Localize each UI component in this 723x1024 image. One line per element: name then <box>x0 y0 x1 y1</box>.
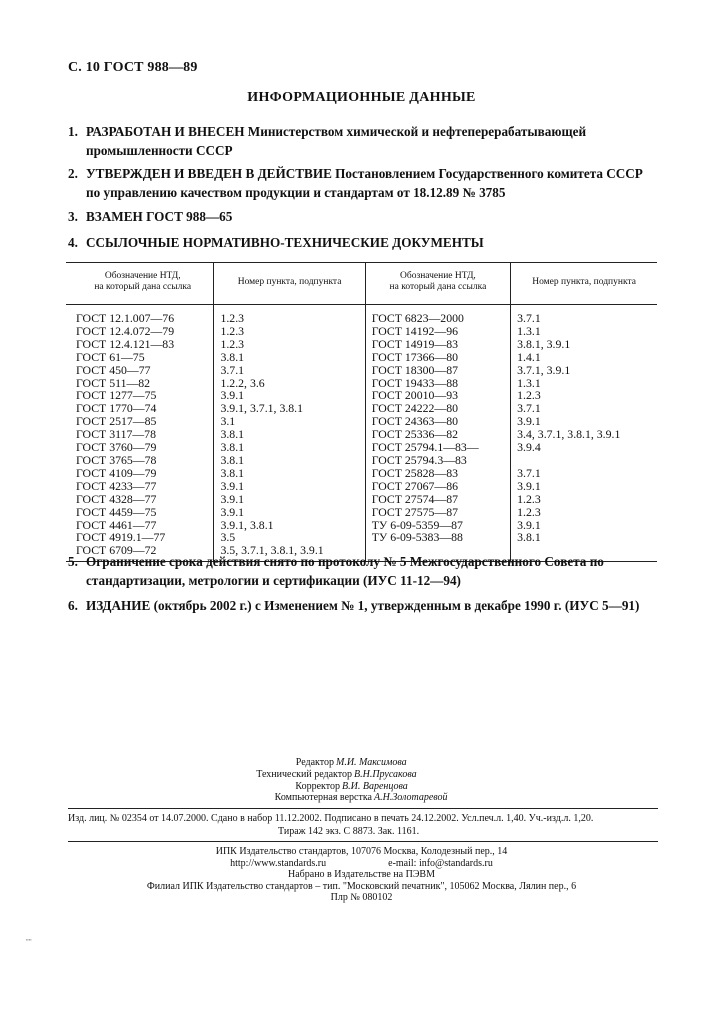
cell-designation-right: ГОСТ 25794.3—83 <box>365 454 510 467</box>
credit-name: А.Н.Золотаревой <box>374 792 448 804</box>
divider-top <box>68 808 658 809</box>
cell-designation-right: ГОСТ 17366—80 <box>365 351 510 364</box>
cell-clause: 1.2.2, 3.6 <box>214 377 365 390</box>
credits-block <box>0 757 723 804</box>
cell-clause: 3.9.1 <box>214 506 365 519</box>
imprint-publisher: ИПК Издательство стандартов, 107076 Москва, Колодезный пер., 14 <box>215 846 508 857</box>
table-row <box>66 364 657 377</box>
cell-designation: ГОСТ 2517—85 <box>66 415 214 428</box>
credit-layout <box>0 792 723 804</box>
credit-role: Компьютерная верстка <box>274 792 372 804</box>
cell-designation-right: ГОСТ 14192—96 <box>365 325 510 338</box>
publishing-line-2: Тираж 142 экз. С 8873. Зак. 1161. <box>278 825 420 837</box>
cell-clause: 3.9.1 <box>214 493 365 506</box>
table-row <box>66 305 657 325</box>
cell-designation: ГОСТ 4328—77 <box>66 493 214 506</box>
publishing-line-1: Изд. лиц. № 02354 от 14.07.2000. Сдано в набор 11.12.2002. Подписано в печать 24.12.2002. Усл.печ.л. 1,40. Уч.-изд.л. 1,20. <box>68 813 594 824</box>
cell-designation-right: ГОСТ 27574—87 <box>365 493 510 506</box>
cell-designation: ГОСТ 12.1.007—76 <box>66 305 214 325</box>
cell-clause: 3.5, 3.7.1, 3.8.1, 3.9.1 <box>214 544 365 561</box>
cell-clause: 1.2.3 <box>214 325 365 338</box>
section-number: 4. <box>68 235 78 250</box>
credit-role: Технический редактор <box>256 768 352 780</box>
imprint-license: Плр № 080102 <box>330 892 393 904</box>
header-designation <box>66 263 214 305</box>
header-clause-right: Номер пункта, подпункта <box>511 263 657 305</box>
cell-clause-right: 1.2.3 <box>517 491 541 506</box>
cell-designation: ГОСТ 12.4.072—79 <box>66 325 214 338</box>
cell-designation: ГОСТ 4461—77 <box>66 519 214 532</box>
section-number: 3. <box>68 209 78 224</box>
section-validity <box>68 552 660 590</box>
cell-designation-right: ТУ 6-09-5383—88 <box>365 531 510 544</box>
cell-clause-right: 1.2.3 <box>517 504 541 519</box>
publishing-info <box>68 813 658 838</box>
cell-designation: ГОСТ 3117—78 <box>66 428 214 441</box>
cell-designation-right: ГОСТ 24363—80 <box>365 415 510 428</box>
header-designation-line1: Обозначение НТД, <box>104 271 181 281</box>
cell-designation-right: ГОСТ 19433—88 <box>365 377 510 390</box>
section-text: ИЗДАНИЕ (октябрь 2002 г.) с Изменением № 1, утвержденным в декабре 1990 г. (ИУС 5—91) <box>86 598 640 613</box>
cell-clause: 3.5 <box>214 531 365 544</box>
header-designation-line2: на который дана ссылка <box>94 282 192 292</box>
scan-mark: ▪▪▪▪ <box>26 937 32 942</box>
cell-designation: ГОСТ 4109—79 <box>66 467 214 480</box>
table-header-row <box>66 263 657 305</box>
section-text: ССЫЛОЧНЫЕ НОРМАТИВНО-ТЕХНИЧЕСКИЕ ДОКУМЕНТЫ <box>86 235 484 250</box>
cell-clause-right: 1.3.1 <box>517 375 541 390</box>
cell-designation-right: ГОСТ 25336—82 <box>365 428 510 441</box>
credit-role: Редактор <box>295 757 334 768</box>
cell-designation-right: ГОСТ 27575—87 <box>365 506 510 519</box>
cell-clause: 3.9.1 <box>214 480 365 493</box>
cell-designation-right: ГОСТ 18300—87 <box>365 364 510 377</box>
cell-designation: ГОСТ 1770—74 <box>66 402 214 415</box>
cell-designation: ГОСТ 3765—78 <box>66 454 214 467</box>
cell-clause-right: 3.7.1, 3.9.1 <box>517 362 571 377</box>
header-designation-line2: на который дана ссылка <box>389 282 487 292</box>
cell-clause-right: 1.4.1 <box>517 349 541 364</box>
cell-clause: 1.2.3 <box>214 305 365 325</box>
section-number: 2. <box>68 166 78 181</box>
section-approved <box>68 164 660 202</box>
table-row <box>66 467 657 480</box>
section-number: 1. <box>68 124 78 139</box>
page-header: С. 10 ГОСТ 988—89 <box>68 60 198 75</box>
cell-clause-right: 3.9.4 <box>517 440 541 455</box>
credit-name: В.И. Варенцова <box>342 780 408 792</box>
table-row <box>66 325 657 338</box>
table-row <box>66 493 657 506</box>
cell-designation: ГОСТ 511—82 <box>66 377 214 390</box>
cell-clause-right: 3.9.1 <box>517 478 541 493</box>
table-row <box>66 351 657 364</box>
divider-bottom <box>68 841 658 842</box>
credit-role: Корректор <box>295 780 340 792</box>
cell-clause: 3.9.1, 3.7.1, 3.8.1 <box>214 402 365 415</box>
cell-designation-right: ГОСТ 25828—83 <box>365 467 510 480</box>
credit-editor <box>0 757 723 769</box>
cell-clause: 3.8.1 <box>214 441 365 454</box>
cell-clause-right: 3.7.1 <box>517 465 541 480</box>
cell-clause-right <box>511 454 657 467</box>
cell-clause-right: 3.9.1 <box>517 414 541 429</box>
header-designation-right <box>365 263 510 305</box>
cell-designation-right: ГОСТ 6823—2000 <box>365 305 510 325</box>
header-clause: Номер пункта, подпункта <box>214 263 365 305</box>
imprint-contacts <box>0 858 723 870</box>
cell-clause: 3.9.1, 3.8.1 <box>214 519 365 532</box>
cell-designation: ГОСТ 1277—75 <box>66 389 214 402</box>
cell-designation: ГОСТ 4919.1—77 <box>66 531 214 544</box>
cell-clause-right: 3.8.1 <box>517 530 541 545</box>
table-row <box>66 338 657 351</box>
cell-clause: 3.9.1 <box>214 389 365 402</box>
section-text: ВЗАМЕН ГОСТ 988—65 <box>86 209 233 224</box>
section-text: Ограничение срока действия снято по протоколу № 5 Межгосударственного Совета по стандартизации, метрологии и сертификации (ИУС 11-12—94) <box>86 554 604 588</box>
cell-designation-right: ГОСТ 20010—93 <box>365 389 510 402</box>
cell-clause-right: 1.3.1 <box>517 323 541 338</box>
cell-designation: ГОСТ 4233—77 <box>66 480 214 493</box>
credit-name: М.И. Максимова <box>336 757 407 768</box>
header-designation-line1: Обозначение НТД, <box>400 271 476 281</box>
cell-clause: 3.7.1 <box>214 364 365 377</box>
cell-designation: ГОСТ 6709—72 <box>66 544 214 561</box>
cell-clause-right: 3.7.1 <box>517 401 541 416</box>
section-number: 6. <box>68 598 78 613</box>
cell-clause: 3.8.1 <box>214 351 365 364</box>
cell-designation: ГОСТ 450—77 <box>66 364 214 377</box>
references-table <box>66 262 657 562</box>
cell-designation: ГОСТ 3760—79 <box>66 441 214 454</box>
section-developed-by <box>68 122 660 160</box>
cell-designation: ГОСТ 4459—75 <box>66 506 214 519</box>
cell-clause: 3.8.1 <box>214 428 365 441</box>
cell-designation-right: ГОСТ 14919—83 <box>365 338 510 351</box>
section-edition <box>68 596 660 615</box>
cell-clause: 3.1 <box>214 415 365 428</box>
section-text: РАЗРАБОТАН И ВНЕСЕН Министерством химической и нефтеперерабатывающей промышленности СССР <box>86 124 587 158</box>
imprint-typeset: Набрано в Издательстве на ПЭВМ <box>288 869 435 881</box>
cell-designation-right: ГОСТ 25794.1—83— <box>365 441 510 454</box>
section-number: 5. <box>68 554 78 569</box>
section-replaces <box>68 207 660 226</box>
cell-clause: 3.8.1 <box>214 454 365 467</box>
section-references <box>68 233 660 252</box>
cell-designation: ГОСТ 12.4.121—83 <box>66 338 214 351</box>
cell-designation-right: ГОСТ 24222—80 <box>365 402 510 415</box>
cell-clause: 3.8.1 <box>214 467 365 480</box>
credit-tech-editor <box>0 769 723 781</box>
credit-name: В.Н.Прусакова <box>354 768 417 780</box>
cell-clause-right: 3.9.1 <box>517 517 541 532</box>
cell-clause-right: 1.2.3 <box>517 388 541 403</box>
cell-clause: 1.2.3 <box>214 338 365 351</box>
cell-designation: ГОСТ 61—75 <box>66 351 214 364</box>
imprint-printer: Филиал ИПК Издательство стандартов – тип. "Московский печатник", 105062 Москва, Лялин пер., 6 <box>146 880 577 892</box>
table-row <box>66 454 657 467</box>
section-text: УТВЕРЖДЕН И ВВЕДЕН В ДЕЙСТВИЕ Постановлением Государственного комитета СССР по управлению качеством продукции и стандартам от 18.12.89 № 3785 <box>86 166 643 200</box>
cell-clause-right: 3.8.1, 3.9.1 <box>517 336 571 351</box>
imprint-website: http://www.standards.ru <box>230 857 327 869</box>
table-row <box>66 506 657 519</box>
credit-corrector <box>0 781 723 793</box>
cell-designation-right: ГОСТ 27067—86 <box>365 480 510 493</box>
imprint-block <box>0 846 723 904</box>
imprint-email: e-mail: info@standards.ru <box>388 857 493 869</box>
cell-designation-right: ТУ 6-09-5359—87 <box>365 519 510 532</box>
cell-clause-right: 3.4, 3.7.1, 3.8.1, 3.9.1 <box>517 427 621 442</box>
table-row <box>66 480 657 493</box>
cell-clause-right: 3.7.1 <box>517 311 541 325</box>
document-title: ИНФОРМАЦИОННЫЕ ДАННЫЕ <box>247 90 476 105</box>
